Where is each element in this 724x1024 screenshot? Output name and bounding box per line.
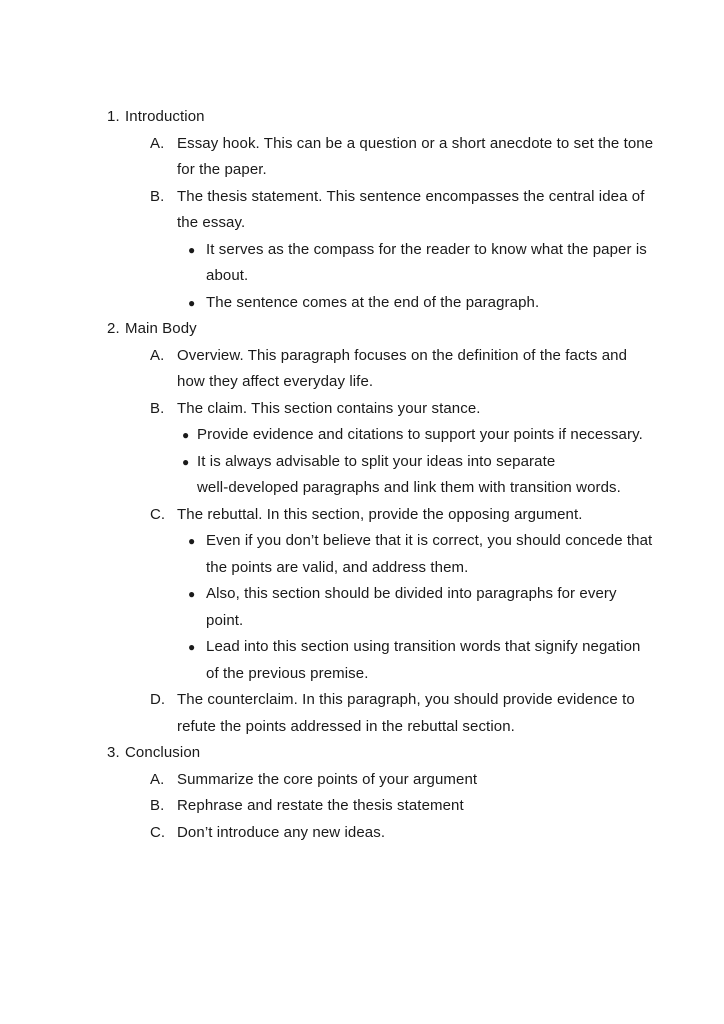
outline-line-wrap xyxy=(0,661,724,688)
outline-line xyxy=(0,793,724,820)
bullet-marker: ● xyxy=(188,587,196,601)
outline-line xyxy=(0,502,724,529)
line-text: the essay. xyxy=(177,214,246,231)
line-text: Essay hook. This can be a question or a short anecdote to set the tone xyxy=(177,134,654,152)
line-text: It serves as the compass for the reader to know what the paper is xyxy=(206,240,647,258)
outline-line xyxy=(0,820,724,847)
letter-marker: B. xyxy=(150,797,165,814)
line-text: The rebuttal. In this section, provide the opposing argument. xyxy=(177,505,583,523)
line-text: The claim. This section contains your stance. xyxy=(177,399,481,417)
outline-line xyxy=(0,237,724,264)
line-text: Introduction xyxy=(125,108,205,125)
bullet-marker: ● xyxy=(182,428,190,442)
line-text: It is always advisable to split your ideas into separate xyxy=(197,452,556,470)
letter-marker: A. xyxy=(150,346,165,364)
outline-line xyxy=(0,634,724,661)
line-text: The counterclaim. In this paragraph, you should provide evidence to xyxy=(177,691,635,708)
line-text: Even if you don’t believe that it is correct, you should concede that xyxy=(206,532,653,549)
number-marker: 2. xyxy=(107,320,120,337)
bullet-marker: ● xyxy=(188,242,196,257)
line-text: of the previous premise. xyxy=(206,664,369,682)
essay-outline xyxy=(0,104,724,846)
outline-line xyxy=(0,687,724,714)
outline-line xyxy=(0,104,724,131)
letter-marker: A. xyxy=(150,770,165,788)
line-text: Provide evidence and citations to support your points if necessary. xyxy=(197,426,643,443)
outline-line-wrap xyxy=(0,555,724,582)
line-text: how they affect everyday life. xyxy=(177,373,374,390)
letter-marker: C. xyxy=(150,823,166,841)
outline-line xyxy=(0,449,724,476)
line-text: the points are valid, and address them. xyxy=(206,558,469,576)
line-text: The sentence comes at the end of the paragraph. xyxy=(206,293,540,311)
line-text: Rephrase and restate the thesis statement xyxy=(177,797,464,814)
line-text: Overview. This paragraph focuses on the definition of the facts and xyxy=(177,346,628,364)
line-text: point. xyxy=(206,611,244,629)
line-text: Summarize the core points of your argument xyxy=(177,770,478,788)
outline-line-wrap xyxy=(0,608,724,635)
line-text: about. xyxy=(206,267,249,284)
outline-line-wrap xyxy=(0,157,724,184)
line-text: Lead into this section using transition words that signify negation xyxy=(206,638,641,655)
outline-line xyxy=(0,316,724,343)
line-text: Don’t introduce any new ideas. xyxy=(177,823,386,841)
outline-line xyxy=(0,528,724,555)
line-text: well-developed paragraphs and link them with transition words. xyxy=(197,479,621,496)
number-marker: 1. xyxy=(107,108,120,125)
letter-marker: B. xyxy=(150,399,165,417)
outline-line xyxy=(0,767,724,794)
bullet-marker: ● xyxy=(182,454,190,469)
line-text: The thesis statement. This sentence encompasses the central idea of xyxy=(177,187,645,205)
outline-line xyxy=(0,290,724,317)
line-text: Conclusion xyxy=(125,744,201,761)
outline-line-wrap xyxy=(0,369,724,396)
letter-marker: B. xyxy=(150,187,165,205)
bullet-marker: ● xyxy=(188,295,196,310)
outline-line xyxy=(0,131,724,158)
number-marker: 3. xyxy=(107,744,120,761)
outline-line xyxy=(0,396,724,423)
outline-line-wrap xyxy=(0,475,724,502)
outline-line-wrap xyxy=(0,263,724,290)
line-text: for the paper. xyxy=(177,161,267,178)
outline-line xyxy=(0,343,724,370)
outline-line xyxy=(0,740,724,767)
letter-marker: A. xyxy=(150,134,165,152)
outline-line-wrap xyxy=(0,210,724,237)
bullet-marker: ● xyxy=(188,534,196,548)
letter-marker: D. xyxy=(150,691,166,708)
outline-line-wrap xyxy=(0,714,724,741)
line-text: Also, this section should be divided into paragraphs for every xyxy=(206,585,617,602)
outline-line xyxy=(0,422,724,449)
outline-line xyxy=(0,184,724,211)
bullet-marker: ● xyxy=(188,640,196,654)
line-text: Main Body xyxy=(125,320,197,337)
letter-marker: C. xyxy=(150,505,166,523)
line-text: refute the points addressed in the rebuttal section. xyxy=(177,717,515,735)
outline-line xyxy=(0,581,724,608)
